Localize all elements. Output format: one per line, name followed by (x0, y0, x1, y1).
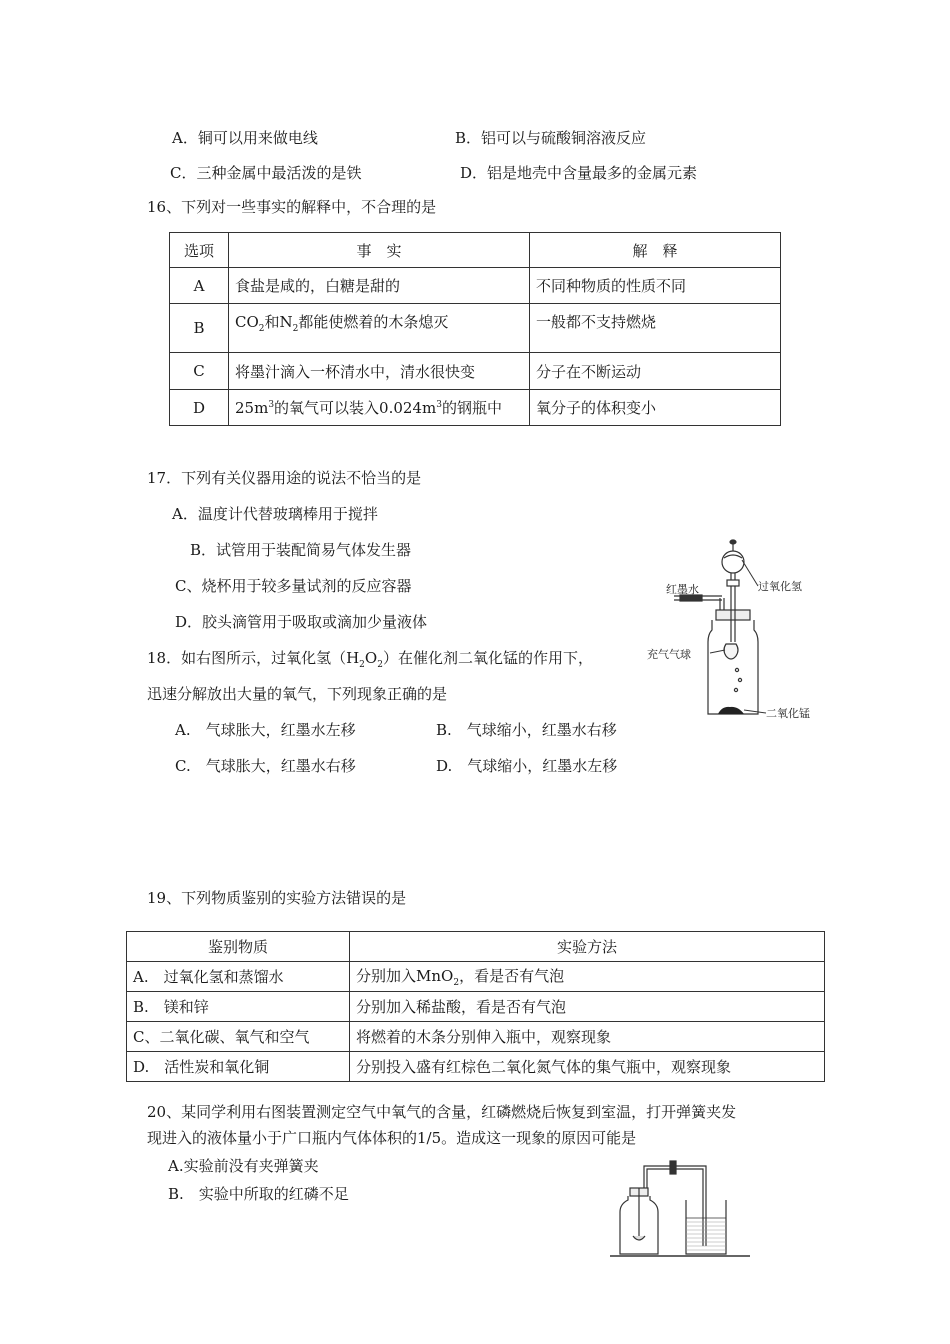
method-text: 分别加入MnO (356, 967, 454, 985)
fact-text: CO (235, 313, 259, 331)
superscript: 3 (436, 400, 442, 410)
stem-text: 18．如右图所示，过氧化氢（H (147, 649, 360, 667)
row-reason: 一般都不支持燃烧 (530, 304, 781, 353)
row-option: A (170, 268, 229, 304)
table-row (170, 268, 781, 304)
table-header-row (170, 233, 781, 268)
subscript: 2 (377, 660, 383, 670)
header-option: 选项 (170, 233, 229, 268)
table-row (127, 992, 825, 1022)
spring-clip (670, 1161, 676, 1174)
fact-text: 的钢瓶中 (441, 399, 502, 417)
row-substance: A. 过氧化氢和蒸馏水 (127, 962, 350, 992)
rubber-stopper (716, 610, 750, 620)
h2o2-apparatus-figure (640, 538, 840, 722)
subscript: 2 (292, 324, 299, 334)
row-fact (229, 390, 530, 426)
row-reason: 分子在不断运动 (530, 353, 781, 390)
row-substance: D. 活性炭和氧化铜 (127, 1052, 350, 1082)
reaction-bottle (708, 620, 758, 714)
mno2-pile (718, 707, 744, 714)
q20-option-a: A.实验前没有夹弹簧夹 (168, 1157, 319, 1175)
label-mno2: 二氧化锰 (766, 707, 810, 720)
row-option: B (170, 304, 229, 353)
q17-option-c: C、烧杯用于较多量试剂的反应容器 (175, 577, 412, 595)
q17-option-d: D．胶头滴管用于吸取或滴加少量液体 (175, 613, 428, 631)
superscript: 3 (268, 400, 275, 410)
row-method: 分别投入盛有红棕色二氧化氮气体的集气瓶中，观察现象 (350, 1052, 825, 1082)
row-reason: 氧分子的体积变小 (530, 390, 781, 426)
table-row (127, 1022, 825, 1052)
table-row (170, 304, 781, 353)
row-substance: B. 镁和锌 (127, 992, 350, 1022)
q15-option-c: C．三种金属中最活泼的是铁 (170, 164, 362, 182)
subscript: 2 (258, 324, 265, 334)
row-option: C (170, 353, 229, 390)
q18-option-c: C. 气球胀大，红墨水右移 (175, 757, 356, 775)
table-row (127, 962, 825, 992)
table-header-row (127, 932, 825, 962)
fact-text: 都能使燃着的木条熄灭 (298, 313, 449, 331)
q17-option-a: A．温度计代替玻璃棒用于搅拌 (172, 505, 378, 523)
q20-stem-line2: 现进入的液体量小于广口瓶内气体体积的1/5。造成这一现象的原因可能是 (147, 1129, 637, 1147)
row-option: D (170, 390, 229, 426)
row-fact (229, 304, 530, 353)
stem-text: O (364, 649, 378, 667)
table-row (127, 1052, 825, 1082)
q18-option-a: A. 气球胀大，红墨水左移 (175, 721, 356, 739)
row-method (350, 962, 825, 992)
row-fact: 将墨汁滴入一杯清水中，清水很快变 (229, 353, 530, 390)
q17-option-b: B．试管用于装配简易气体发生器 (190, 541, 412, 559)
q18-stem (147, 647, 593, 670)
subscript: 2 (359, 660, 365, 670)
q20-option-b: B. 实验中所取的红磷不足 (168, 1185, 349, 1203)
table-row (170, 390, 781, 426)
q18-option-b: B. 气球缩小，红墨水右移 (436, 721, 617, 739)
q19-stem: 19、下列物质鉴别的实验方法错误的是 (147, 889, 407, 907)
row-substance: C、二氧化碳、氧气和空气 (127, 1022, 350, 1052)
header-reason: 解 释 (530, 233, 781, 268)
subscript: 2 (453, 978, 460, 988)
header-fact: 事 实 (229, 233, 530, 268)
fact-text: 的氧气可以装入0.024m (274, 399, 437, 417)
combustion-spoon (633, 1236, 645, 1240)
fact-text: 25m (235, 399, 269, 417)
q15-option-a: A．铜可以用来做电线 (172, 129, 318, 147)
label-h2o2: 过氧化氢 (758, 580, 802, 593)
row-fact: 食盐是咸的，白糖是甜的 (229, 268, 530, 304)
row-method: 分别加入稀盐酸，看是否有气泡 (350, 992, 825, 1022)
q16-stem: 16、下列对一些事实的解释中，不合理的是 (147, 198, 437, 216)
q16-table (169, 232, 781, 426)
q17-stem: 17．下列有关仪器用途的说法不恰当的是 (147, 469, 422, 487)
label-balloon: 充气气球 (647, 648, 691, 661)
balloon (724, 644, 738, 659)
row-reason: 不同种物质的性质不同 (530, 268, 781, 304)
table-row (170, 353, 781, 390)
q19-table (126, 931, 825, 1082)
fact-text: 和N (264, 313, 293, 331)
oxygen-measurement-apparatus-figure (610, 1160, 750, 1260)
row-method: 将燃着的木条分别伸入瓶中，观察现象 (350, 1022, 825, 1052)
header-substance: 鉴别物质 (127, 932, 350, 962)
label-red-ink: 红墨水 (666, 583, 699, 596)
q18-option-d: D. 气球缩小，红墨水左移 (436, 757, 618, 775)
header-method: 实验方法 (350, 932, 825, 962)
q18-stem-line2: 迅速分解放出大量的氧气，下列现象正确的是 (147, 685, 448, 703)
q15-option-b: B．铝可以与硫酸铜溶液反应 (455, 129, 647, 147)
q15-option-d: D．铝是地壳中含量最多的金属元素 (460, 164, 698, 182)
method-text: ，看是否有气泡 (459, 967, 565, 985)
stem-text: ）在催化剂二氧化锰的作用下， (382, 649, 593, 667)
funnel-bulb (722, 551, 744, 573)
q20-stem-line1: 20、某同学利用右图装置测定空气中氧气的含量，红磷燃烧后恢复到室温，打开弹簧夹发 (147, 1103, 737, 1121)
